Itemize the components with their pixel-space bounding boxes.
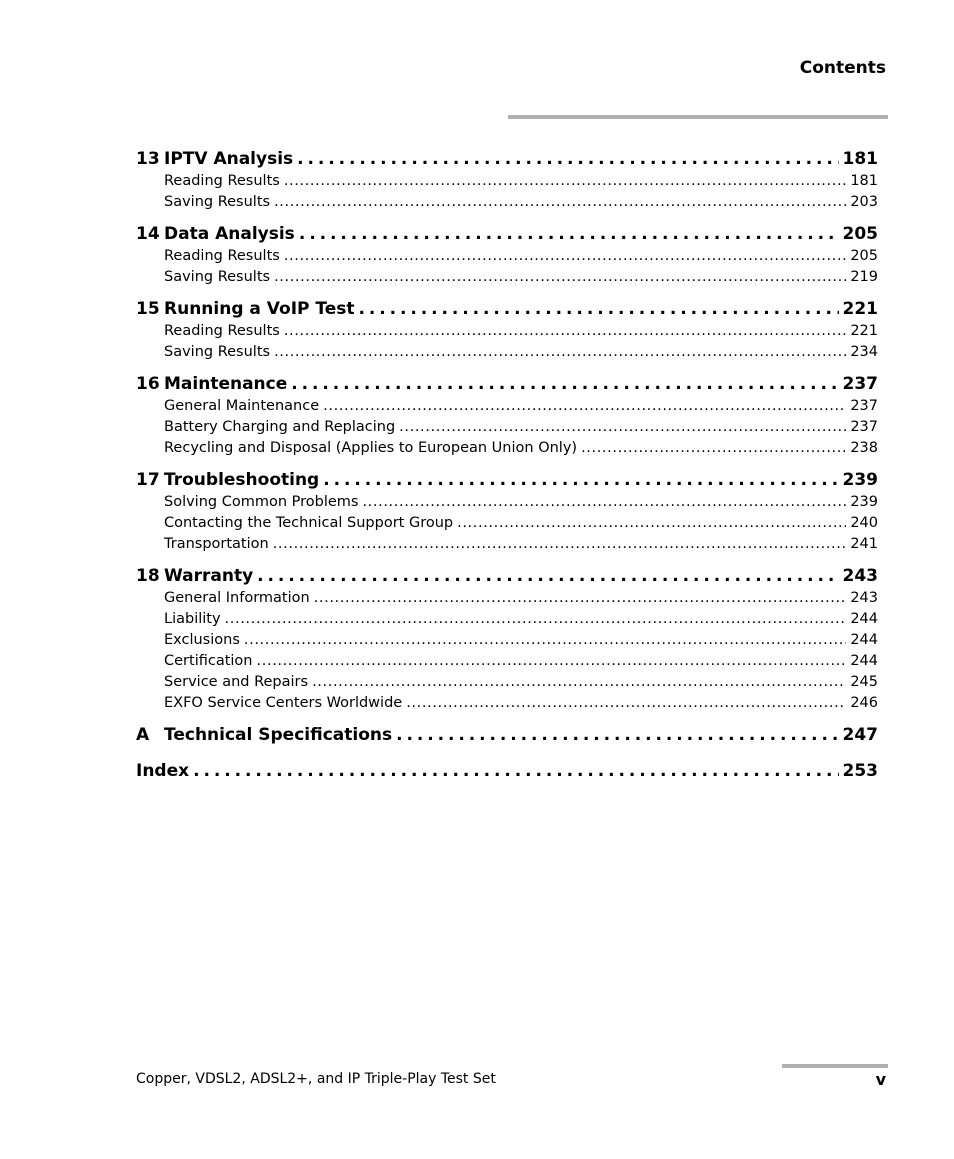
dot-leader	[291, 372, 838, 396]
section-title: General Information	[164, 590, 310, 606]
section-title: Reading Results	[164, 173, 280, 189]
section-entry[interactable]	[136, 171, 878, 192]
chapter-number: 18	[136, 566, 160, 586]
dot-leader	[274, 342, 846, 363]
footer-page-number: v	[875, 1070, 886, 1089]
chapter-entry[interactable]	[136, 564, 878, 588]
header-rule	[508, 115, 888, 119]
toc-chapter-17	[136, 468, 878, 555]
appendix-letter: A	[136, 725, 150, 745]
section-entry[interactable]	[136, 321, 878, 342]
dot-leader	[396, 723, 838, 747]
section-title: Exclusions	[164, 632, 240, 648]
toc-chapter-16	[136, 372, 878, 459]
index-title: Index	[136, 761, 190, 781]
chapter-title: Warranty	[164, 566, 254, 586]
chapter-number: 15	[136, 299, 160, 319]
section-entry[interactable]	[136, 417, 878, 438]
dot-leader	[323, 468, 838, 492]
section-title: Contacting the Technical Support Group	[164, 515, 454, 531]
section-entry[interactable]	[136, 651, 878, 672]
table-of-contents	[136, 147, 878, 795]
chapter-page: 181	[842, 149, 878, 169]
footer-rule	[782, 1064, 888, 1068]
chapter-page: 205	[842, 224, 878, 244]
section-entry[interactable]	[136, 534, 878, 555]
section-entry[interactable]	[136, 342, 878, 363]
dot-leader	[193, 759, 838, 783]
dot-leader	[284, 246, 846, 267]
dot-leader	[581, 438, 846, 459]
dot-leader	[359, 297, 839, 321]
section-title: Solving Common Problems	[164, 494, 359, 510]
section-entry[interactable]	[136, 588, 878, 609]
section-page: 237	[850, 398, 878, 414]
index-page: 253	[842, 761, 878, 781]
chapter-number: 16	[136, 374, 160, 394]
chapter-title: Maintenance	[164, 374, 288, 394]
dot-leader	[274, 192, 846, 213]
section-title: Saving Results	[164, 194, 271, 210]
section-entry[interactable]	[136, 513, 878, 534]
section-page: 241	[850, 536, 878, 552]
dot-leader	[257, 564, 838, 588]
section-page: 245	[850, 674, 878, 690]
chapter-page: 239	[842, 470, 878, 490]
chapter-title: IPTV Analysis	[164, 149, 294, 169]
chapter-title: Troubleshooting	[164, 470, 320, 490]
section-page: 239	[850, 494, 878, 510]
section-title: Battery Charging and Replacing	[164, 419, 396, 435]
section-title: Transportation	[164, 536, 269, 552]
section-page: 219	[850, 269, 878, 285]
section-entry[interactable]	[136, 630, 878, 651]
dot-leader	[274, 267, 846, 288]
section-title: Saving Results	[164, 344, 271, 360]
section-page: 244	[850, 653, 878, 669]
chapter-entry[interactable]	[136, 468, 878, 492]
section-entry[interactable]	[136, 396, 878, 417]
toc-chapter-14	[136, 222, 878, 288]
dot-leader	[244, 630, 846, 651]
section-page: 244	[850, 611, 878, 627]
toc-chapter-18	[136, 564, 878, 714]
chapter-entry[interactable]	[136, 222, 878, 246]
section-title: Liability	[164, 611, 221, 627]
section-page: 246	[850, 695, 878, 711]
section-page: 243	[850, 590, 878, 606]
dot-leader	[273, 534, 847, 555]
chapter-number: 13	[136, 149, 160, 169]
chapter-page: 243	[842, 566, 878, 586]
section-title: Reading Results	[164, 248, 280, 264]
dot-leader	[457, 513, 846, 534]
chapter-entry[interactable]	[136, 147, 878, 171]
section-entry[interactable]	[136, 609, 878, 630]
section-entry[interactable]	[136, 492, 878, 513]
chapter-entry[interactable]	[136, 372, 878, 396]
dot-leader	[399, 417, 846, 438]
chapter-number: 17	[136, 470, 160, 490]
dot-leader	[314, 588, 847, 609]
chapter-title: Running a VoIP Test	[164, 299, 355, 319]
chapter-number: 14	[136, 224, 160, 244]
section-entry[interactable]	[136, 246, 878, 267]
section-title: General Maintenance	[164, 398, 320, 414]
chapter-entry[interactable]	[136, 297, 878, 321]
dot-leader	[312, 672, 846, 693]
section-title: Recycling and Disposal (Applies to European Union Only)	[164, 440, 578, 456]
appendix-title: Technical Specifications	[164, 725, 393, 745]
dot-leader	[299, 222, 839, 246]
section-entry[interactable]	[136, 438, 878, 459]
dot-leader	[284, 321, 846, 342]
section-entry[interactable]	[136, 672, 878, 693]
section-title: EXFO Service Centers Worldwide	[164, 695, 403, 711]
footer-document-title: Copper, VDSL2, ADSL2+, and IP Triple-Play Test Set	[136, 1071, 496, 1087]
toc-index[interactable]	[136, 759, 878, 783]
dot-leader	[362, 492, 846, 513]
toc-chapter-15	[136, 297, 878, 363]
dot-leader	[284, 171, 846, 192]
section-page: 237	[850, 419, 878, 435]
section-entry[interactable]	[136, 192, 878, 213]
section-page: 244	[850, 632, 878, 648]
dot-leader	[297, 147, 838, 171]
dot-leader	[323, 396, 846, 417]
section-title: Saving Results	[164, 269, 271, 285]
section-page: 181	[850, 173, 878, 189]
appendix-page: 247	[842, 725, 878, 745]
dot-leader	[406, 693, 846, 714]
chapter-title: Data Analysis	[164, 224, 295, 244]
toc-appendix-a[interactable]	[136, 723, 878, 747]
section-page: 240	[850, 515, 878, 531]
section-entry[interactable]	[136, 267, 878, 288]
section-page: 238	[850, 440, 878, 456]
section-page: 203	[850, 194, 878, 210]
section-title: Service and Repairs	[164, 674, 309, 690]
toc-chapter-13	[136, 147, 878, 213]
page-header-title: Contents	[799, 58, 886, 78]
chapter-page: 221	[842, 299, 878, 319]
section-entry[interactable]	[136, 693, 878, 714]
section-page: 205	[850, 248, 878, 264]
section-title: Reading Results	[164, 323, 280, 339]
section-page: 234	[850, 344, 878, 360]
section-title: Certification	[164, 653, 253, 669]
section-page: 221	[850, 323, 878, 339]
dot-leader	[225, 609, 847, 630]
dot-leader	[257, 651, 847, 672]
chapter-page: 237	[842, 374, 878, 394]
